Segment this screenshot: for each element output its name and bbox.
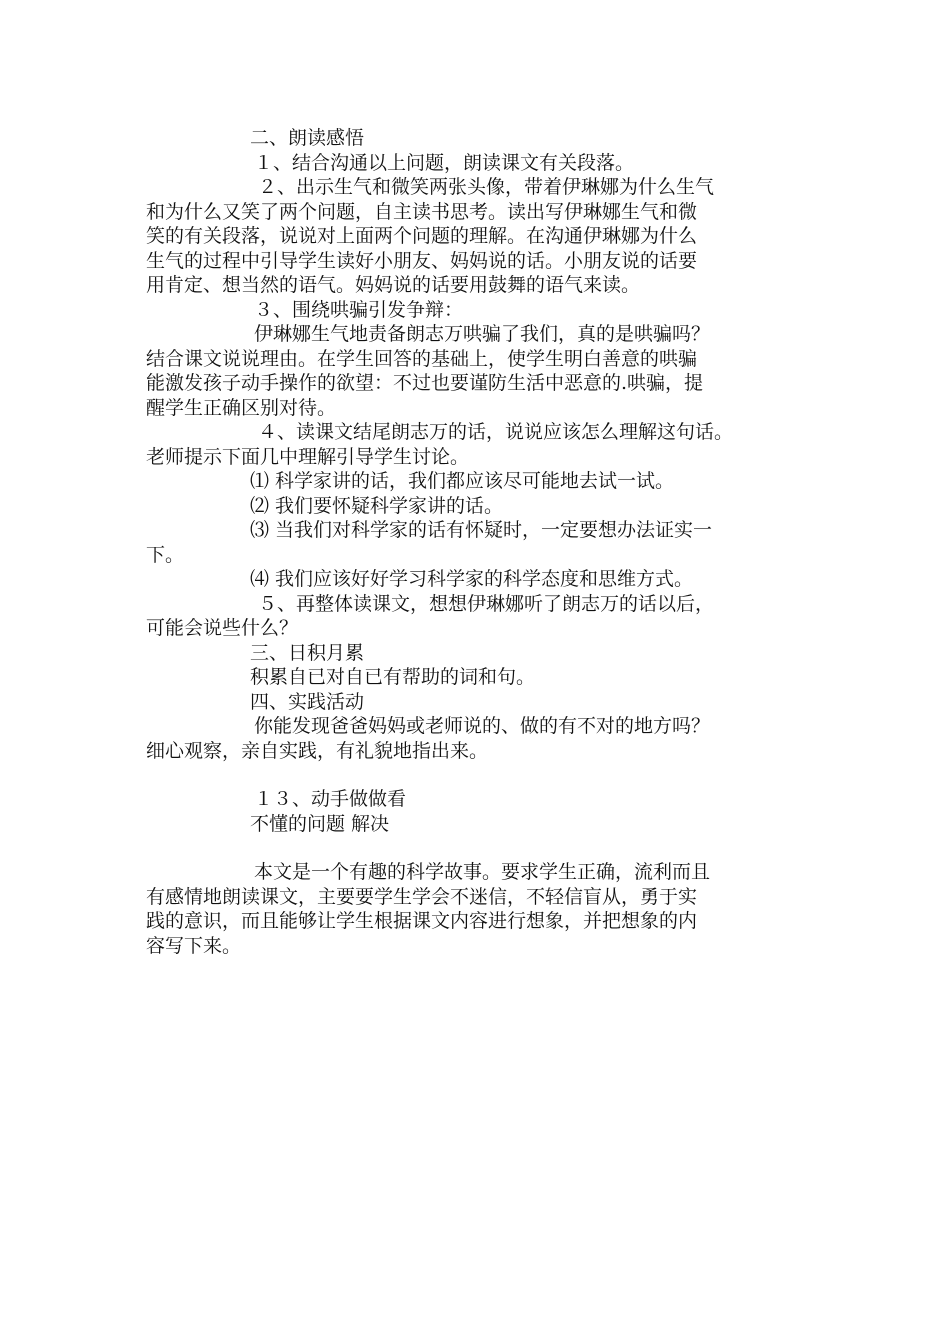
list-item-3: ⑶ 当我们对科学家的话有怀疑时，一定要想办法证实一 xyxy=(250,519,713,541)
paragraph-line: 你能发现爸爸妈妈或老师说的、做的有不对的地方吗？ xyxy=(254,715,711,737)
paragraph-line: 用肯定、想当然的语气。妈妈说的话要用鼓舞的语气来读。 xyxy=(146,274,641,296)
paragraph-line: 结合课文说说理由。在学生回答的基础上，使学生明白善意的哄骗 xyxy=(146,347,698,370)
list-item-1: ⑴ 科学家讲的话，我们都应该尽可能地去试一试。 xyxy=(250,470,675,492)
paragraph-line: 笑的有关段落，说说对上面两个问题的理解。在沟通伊琳娜为什么 xyxy=(146,225,698,247)
paragraph-line: 生气的过程中引导学生读好小朋友、妈妈说的话。小朋友说的话要 xyxy=(146,249,698,272)
section-heading-reading: 二、朗读感悟 xyxy=(250,127,365,149)
paragraph-line: 本文是一个有趣的科学故事。要求学生正确，流利而且 xyxy=(254,861,711,883)
step-2-line: ２、出示生气和微笑两张头像，带着伊琳娜为什么生气 xyxy=(258,176,715,198)
paragraph-line: 容写下来。 xyxy=(146,934,242,957)
step-1-line: １、结合沟通以上问题，朗读课文有关段落。 xyxy=(254,151,635,174)
paragraph-line: 细心观察，亲自实践，有礼貌地指出来。 xyxy=(146,739,489,762)
lesson-title: １３、动手做做看 xyxy=(254,788,407,810)
section-heading-accumulation: 三、日积月累 xyxy=(250,641,365,664)
step-4-line: ４、读课文结尾朗志万的话，说说应该怎么理解这句话。 xyxy=(258,421,734,443)
paragraph-line: 积累自已对自已有帮助的词和句。 xyxy=(250,666,536,688)
list-item-4: ⑷ 我们应该好好学习科学家的科学态度和思维方式。 xyxy=(250,568,694,590)
paragraph-line: 醒学生正确区别对待。 xyxy=(146,396,337,419)
list-item-2: ⑵ 我们要怀疑科学家讲的话。 xyxy=(250,494,504,517)
paragraph-line: 伊琳娜生气地责备朗志万哄骗了我们，真的是哄骗吗？ xyxy=(254,323,711,345)
blank-line xyxy=(146,836,816,860)
document-body xyxy=(146,126,816,958)
step-3-line: ３、围绕哄骗引发争辩： xyxy=(254,298,464,321)
step-5-line: ５、再整体读课文，想想伊琳娜听了朗志万的话以后， xyxy=(258,592,715,615)
paragraph-line: 有感情地朗读课文，主要要学生学会不迷信，不轻信盲从，勇于实 xyxy=(146,885,698,908)
paragraph-line: 能激发孩子动手操作的欲望：不过也要谨防生活中恶意的.哄骗，提 xyxy=(146,372,704,394)
paragraph-line: 和为什么又笑了两个问题，自主读书思考。读出写伊琳娜生气和微 xyxy=(146,200,698,223)
section-heading-practice: 四、实践活动 xyxy=(250,690,365,713)
paragraph-line: 可能会说些什么？ xyxy=(146,617,299,639)
subheading-problems: 不懂的问题 解决 xyxy=(250,812,390,835)
blank-line xyxy=(146,763,816,787)
paragraph-line: 践的意识，而且能够让学生根据课文内容进行想象，并把想象的内 xyxy=(146,910,698,932)
paragraph-line: 下。 xyxy=(146,543,185,566)
paragraph-line: 老师提示下面几中理解引导学生讨论。 xyxy=(146,445,470,468)
